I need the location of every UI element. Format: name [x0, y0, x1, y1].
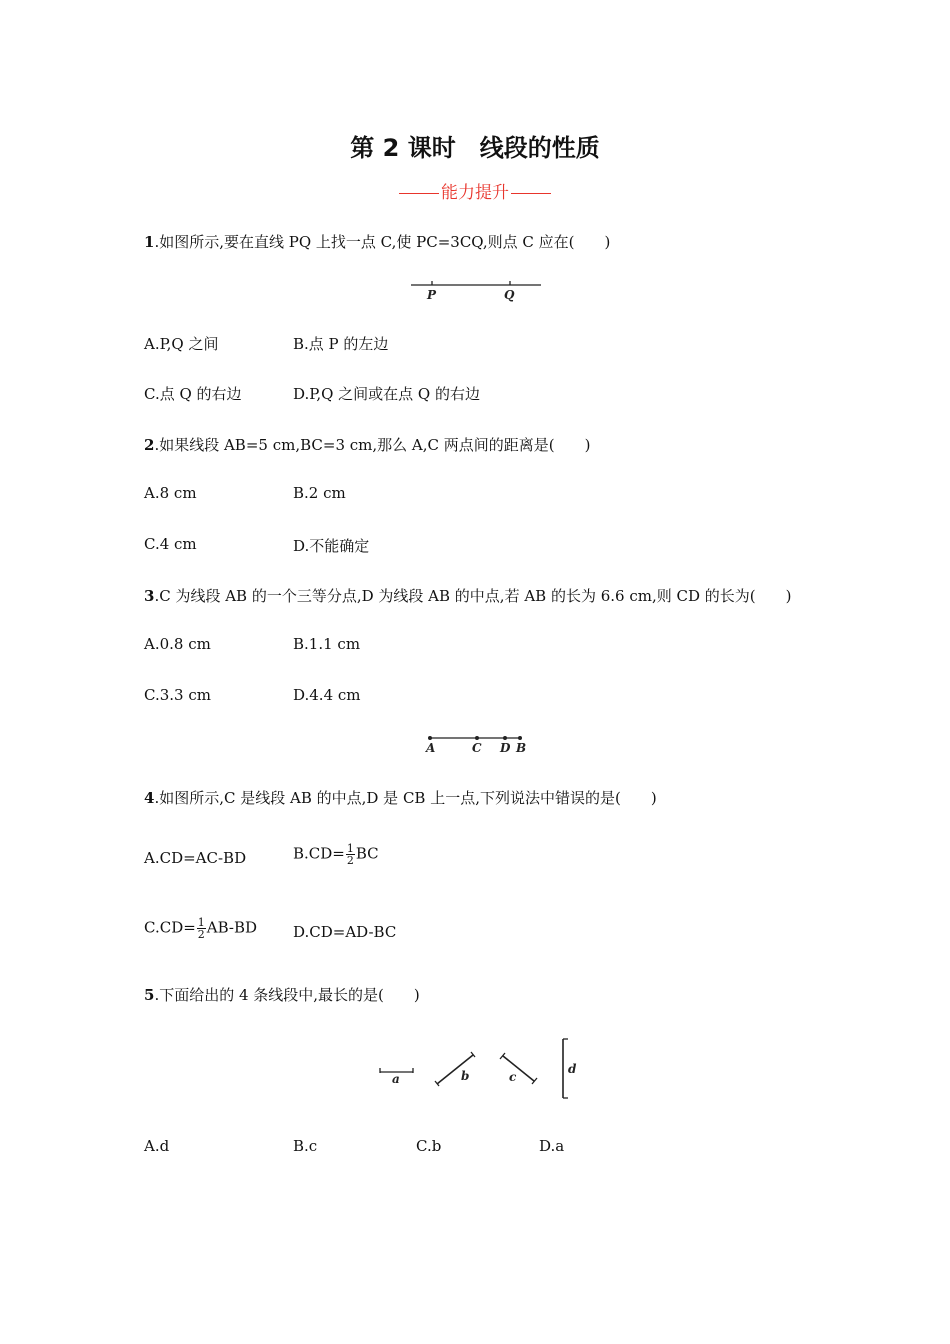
option-suffix: BC: [355, 844, 379, 863]
question-2: [144, 434, 590, 455]
q4-option-b[interactable]: [293, 843, 379, 866]
question-number: 4: [144, 789, 155, 807]
section-label: 能力提升: [441, 183, 509, 203]
fraction-one-half: $\frac{1}{2}$: [346, 842, 354, 867]
q4-option-c[interactable]: [144, 917, 257, 940]
q3-option-d[interactable]: D.4.4 cm: [293, 686, 361, 704]
q5-figure-four-segments: [370, 1032, 590, 1107]
question-number: 1: [144, 233, 155, 251]
q5-option-a[interactable]: A.d: [144, 1137, 170, 1155]
q3-option-c[interactable]: C.3.3 cm: [144, 686, 211, 704]
question-4: [144, 787, 657, 808]
q4-option-a[interactable]: A.CD=AC-BD: [144, 849, 247, 867]
label-a: A: [426, 741, 436, 755]
question-text: .如图所示,要在直线 PQ 上找一点 C,使 PC=3CQ,则点 C 应在( ): [154, 233, 611, 251]
q3-option-a[interactable]: A.0.8 cm: [144, 635, 211, 653]
label-b: B: [516, 741, 527, 755]
label-b: b: [461, 1069, 470, 1083]
label-d: d: [568, 1062, 577, 1076]
q3-option-b[interactable]: B.1.1 cm: [293, 635, 361, 653]
question-5: [144, 984, 420, 1005]
q4-figure-segment-acdb: [420, 730, 530, 758]
option-prefix: C.CD=: [144, 918, 196, 937]
label-d: D: [500, 741, 511, 755]
page-title: 第 2 课时 线段的性质: [350, 134, 600, 162]
q1-option-b[interactable]: B.点 P 的左边: [293, 335, 389, 353]
q1-option-d[interactable]: D.P,Q 之间或在点 Q 的右边: [293, 385, 480, 403]
question-1: [144, 231, 610, 252]
question-number: 5: [144, 986, 155, 1004]
label-a: a: [392, 1072, 400, 1086]
section-rule-left: [399, 193, 439, 194]
label-q: Q: [504, 288, 515, 302]
point-a: [428, 736, 432, 740]
fraction-one-half: $\frac{1}{2}$: [197, 916, 205, 941]
q2-option-a[interactable]: A.8 cm: [144, 484, 197, 502]
segment-c: [503, 1056, 534, 1081]
q2-option-c[interactable]: C.4 cm: [144, 535, 197, 553]
question-text: .下面给出的 4 条线段中,最长的是( ): [154, 986, 420, 1004]
option-suffix: AB-BD: [206, 918, 258, 937]
q5-option-b[interactable]: B.c: [293, 1137, 318, 1155]
q1-option-c[interactable]: C.点 Q 的右边: [144, 385, 242, 403]
question-number: 3: [144, 587, 155, 605]
q1-figure-line-pq: [405, 275, 550, 305]
q4-option-d[interactable]: D.CD=AD-BC: [293, 923, 397, 941]
section-rule-right: [511, 193, 551, 194]
section-heading: [0, 178, 950, 203]
q2-option-b[interactable]: B.2 cm: [293, 484, 346, 502]
question-text: .如果线段 AB=5 cm,BC=3 cm,那么 A,C 两点间的距离是( ): [154, 436, 591, 454]
point-d: [503, 736, 507, 740]
q5-option-c[interactable]: C.b: [416, 1137, 442, 1155]
question-number: 2: [144, 436, 155, 454]
label-c: c: [509, 1070, 517, 1084]
label-p: P: [427, 288, 437, 302]
option-prefix: B.CD=: [293, 844, 345, 863]
question-text: .如图所示,C 是线段 AB 的中点,D 是 CB 上一点,下列说法中错误的是( ): [154, 789, 657, 807]
q1-option-a[interactable]: A.P,Q 之间: [144, 335, 219, 353]
question-text: .C 为线段 AB 的一个三等分点,D 为线段 AB 的中点,若 AB 的长为 6.6 cm,则 CD 的长为( ): [154, 587, 792, 605]
point-b: [518, 736, 522, 740]
question-3: [144, 585, 792, 606]
q2-option-d[interactable]: D.不能确定: [293, 537, 370, 555]
q5-option-d[interactable]: D.a: [539, 1137, 565, 1155]
label-c: C: [472, 741, 482, 755]
point-c: [475, 736, 479, 740]
